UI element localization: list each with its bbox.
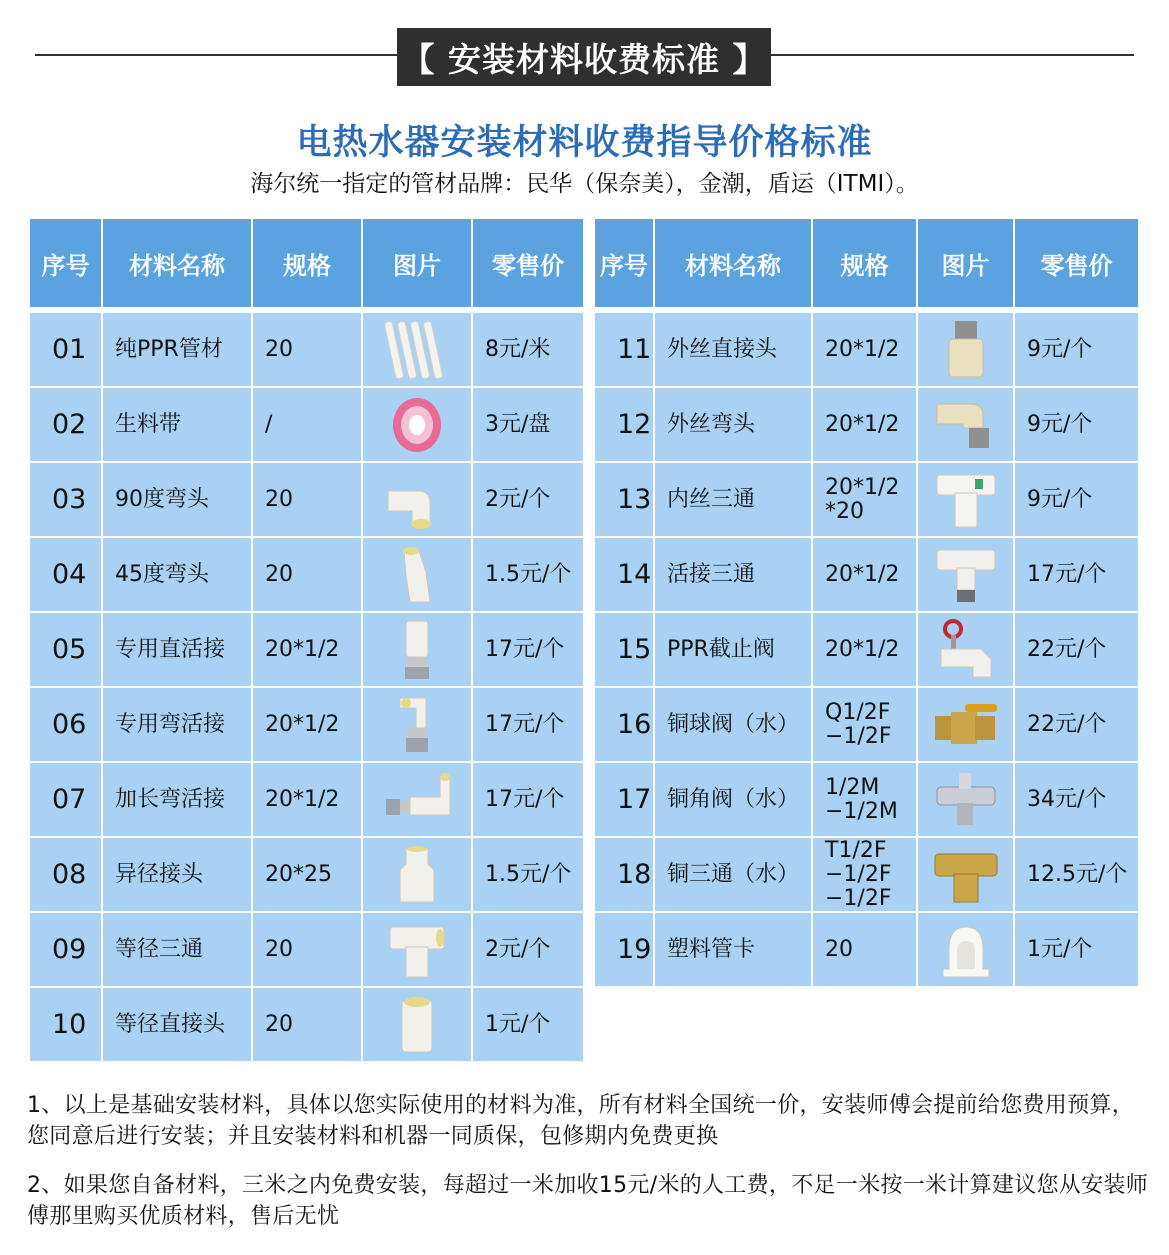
item-picture <box>363 461 473 536</box>
item-price: 17元/个 <box>473 761 583 836</box>
table-row <box>30 536 583 611</box>
page-title: 电热水器安装材料收费指导价格标准 <box>296 123 873 163</box>
item-name: 专用弯活接 <box>103 686 253 761</box>
item-name: 加长弯活接 <box>103 761 253 836</box>
item-price: 34元/个 <box>1015 761 1138 836</box>
item-name: 外丝弯头 <box>655 386 813 461</box>
item-spec: 20 <box>813 911 918 986</box>
item-price: 1.5元/个 <box>473 836 583 911</box>
item-name: 内丝三通 <box>655 461 813 536</box>
item-number: 03 <box>30 461 103 536</box>
item-name: 45度弯头 <box>103 536 253 611</box>
item-price: 3元/盘 <box>473 386 583 461</box>
item-price: 9元/个 <box>1015 307 1138 386</box>
item-name: 等径三通 <box>103 911 253 986</box>
item-spec: T1/2F −1/2F −1/2F <box>813 836 918 911</box>
item-picture <box>918 911 1015 986</box>
item-price: 2元/个 <box>473 461 583 536</box>
item-name: 外丝直接头 <box>655 307 813 386</box>
male-elbow-icon <box>931 394 1001 456</box>
table-row <box>595 611 1138 686</box>
item-number: 12 <box>595 386 655 461</box>
note-2: 2、如果您自备材料，三米之内免费安装，每超过一米加收15元/米的人工费，不足一米按一米计算建议您从安装师傅那里购买优质材料，售后无忧 <box>27 1173 1149 1229</box>
angle-valve-icon <box>931 769 1001 831</box>
banner-rule-left <box>35 54 397 56</box>
item-price: 17元/个 <box>1015 536 1138 611</box>
tee-icon <box>382 919 452 981</box>
item-spec: 20*1/2 <box>813 536 918 611</box>
item-spec: 20*1/2 <box>253 761 363 836</box>
ppr-pipe-icon <box>382 319 452 381</box>
item-number: 09 <box>30 911 103 986</box>
male-coupling-icon <box>931 319 1001 381</box>
item-picture <box>918 536 1015 611</box>
item-price: 9元/个 <box>1015 461 1138 536</box>
item-name: 专用直活接 <box>103 611 253 686</box>
table-row <box>595 836 1138 911</box>
column-header: 图片 <box>918 219 1015 307</box>
column-header: 零售价 <box>473 219 583 307</box>
item-spec: / <box>253 386 363 461</box>
materials-table-right <box>595 219 1138 986</box>
item-price: 8元/米 <box>473 307 583 386</box>
item-name: 异径接头 <box>103 836 253 911</box>
table-row <box>30 386 583 461</box>
teflon-tape-icon <box>382 394 452 456</box>
long-elbow-union-icon <box>382 769 452 831</box>
item-picture <box>363 986 473 1061</box>
item-spec: Q1/2F −1/2F <box>813 686 918 761</box>
item-picture <box>918 611 1015 686</box>
item-price: 17元/个 <box>473 686 583 761</box>
item-number: 05 <box>30 611 103 686</box>
column-header: 材料名称 <box>103 219 253 307</box>
item-number: 17 <box>595 761 655 836</box>
item-picture <box>363 836 473 911</box>
table-row <box>30 686 583 761</box>
ball-valve-icon <box>931 694 1001 756</box>
item-spec: 20*1/2 <box>253 611 363 686</box>
item-name: 生料带 <box>103 386 253 461</box>
pipe-clip-icon <box>931 919 1001 981</box>
coupling-icon <box>382 994 452 1056</box>
elbow-90-icon <box>382 469 452 531</box>
column-header: 序号 <box>595 219 655 307</box>
item-spec: 20*1/2 <box>813 611 918 686</box>
column-header: 规格 <box>813 219 918 307</box>
female-tee-icon <box>931 469 1001 531</box>
table-row <box>595 536 1138 611</box>
item-spec: 20 <box>253 911 363 986</box>
item-number: 08 <box>30 836 103 911</box>
table-row <box>595 307 1138 386</box>
item-price: 1.5元/个 <box>473 536 583 611</box>
table-row <box>30 761 583 836</box>
note-1: 1、以上是基础安装材料，具体以您实际使用的材料为准，所有材料全国统一价，安装师傅会提前给您费用预算，您同意后进行安装；并且安装材料和机器一同质保，包修期内免费更换 <box>27 1093 1135 1149</box>
item-picture <box>918 686 1015 761</box>
item-spec: 1/2M −1/2M <box>813 761 918 836</box>
item-name: 塑料管卡 <box>655 911 813 986</box>
item-price: 22元/个 <box>1015 686 1138 761</box>
table-header-row <box>30 219 583 307</box>
item-picture <box>363 686 473 761</box>
table-row <box>595 461 1138 536</box>
item-picture <box>918 761 1015 836</box>
item-spec: 20*1/2 *20 <box>813 461 918 536</box>
table-row <box>30 911 583 986</box>
item-price: 17元/个 <box>473 611 583 686</box>
item-name: 纯PPR管材 <box>103 307 253 386</box>
item-name: 等径直接头 <box>103 986 253 1061</box>
item-price: 1元/个 <box>473 986 583 1061</box>
table-row <box>30 611 583 686</box>
item-number: 01 <box>30 307 103 386</box>
item-picture <box>363 386 473 461</box>
table-header-row <box>595 219 1138 307</box>
table-row <box>30 986 583 1061</box>
item-picture <box>363 911 473 986</box>
table-row <box>595 686 1138 761</box>
item-number: 13 <box>595 461 655 536</box>
item-number: 06 <box>30 686 103 761</box>
banner-rule-right <box>771 54 1134 56</box>
column-header: 序号 <box>30 219 103 307</box>
straight-union-icon <box>382 619 452 681</box>
item-spec: 20 <box>253 307 363 386</box>
item-picture <box>918 307 1015 386</box>
item-picture <box>918 836 1015 911</box>
item-spec: 20*1/2 <box>813 386 918 461</box>
table-row <box>595 911 1138 986</box>
item-name: 90度弯头 <box>103 461 253 536</box>
item-number: 11 <box>595 307 655 386</box>
item-picture <box>363 536 473 611</box>
item-number: 04 <box>30 536 103 611</box>
materials-table-left <box>30 219 583 1061</box>
item-number: 02 <box>30 386 103 461</box>
elbow-45-icon <box>382 544 452 606</box>
column-header: 零售价 <box>1015 219 1138 307</box>
table-row <box>595 761 1138 836</box>
union-tee-icon <box>931 544 1001 606</box>
item-price: 22元/个 <box>1015 611 1138 686</box>
item-picture <box>918 386 1015 461</box>
item-spec: 20*1/2 <box>253 686 363 761</box>
table-row <box>30 307 583 386</box>
item-picture <box>363 611 473 686</box>
elbow-union-icon <box>382 694 452 756</box>
item-number: 16 <box>595 686 655 761</box>
item-spec: 20 <box>253 536 363 611</box>
column-header: 规格 <box>253 219 363 307</box>
item-picture <box>363 307 473 386</box>
item-number: 15 <box>595 611 655 686</box>
item-number: 19 <box>595 911 655 986</box>
item-spec: 20 <box>253 461 363 536</box>
banner-title: 【 安装材料收费标准 】 <box>397 28 771 86</box>
reducer-icon <box>382 844 452 906</box>
stop-valve-icon <box>931 619 1001 681</box>
item-price: 9元/个 <box>1015 386 1138 461</box>
item-number: 07 <box>30 761 103 836</box>
item-picture <box>363 761 473 836</box>
item-picture <box>918 461 1015 536</box>
item-name: PPR截止阀 <box>655 611 813 686</box>
item-name: 铜角阀（水） <box>655 761 813 836</box>
table-row <box>595 386 1138 461</box>
item-price: 1元/个 <box>1015 911 1138 986</box>
item-name: 铜三通（水） <box>655 836 813 911</box>
item-price: 2元/个 <box>473 911 583 986</box>
table-row <box>30 461 583 536</box>
column-header: 材料名称 <box>655 219 813 307</box>
item-spec: 20 <box>253 986 363 1061</box>
item-number: 14 <box>595 536 655 611</box>
table-row <box>30 836 583 911</box>
item-name: 铜球阀（水） <box>655 686 813 761</box>
item-number: 10 <box>30 986 103 1061</box>
page-subtitle: 海尔统一指定的管材品牌：民华（保奈美），金潮，盾运（ITMI）。 <box>250 171 919 197</box>
item-spec: 20*1/2 <box>813 307 918 386</box>
column-header: 图片 <box>363 219 473 307</box>
item-name: 活接三通 <box>655 536 813 611</box>
item-price: 12.5元/个 <box>1015 836 1138 911</box>
item-number: 18 <box>595 836 655 911</box>
brass-tee-icon <box>931 844 1001 906</box>
item-spec: 20*25 <box>253 836 363 911</box>
